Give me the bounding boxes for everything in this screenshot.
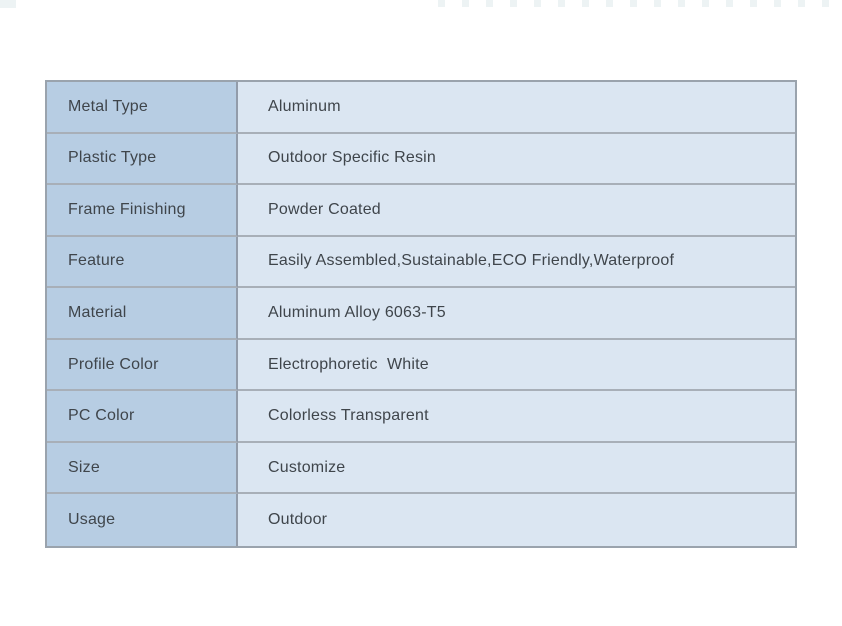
spec-value-metal-type: Aluminum [238, 82, 795, 134]
top-left-artifact [0, 0, 16, 8]
spec-label-size: Size [47, 443, 238, 495]
spec-value-frame-finishing: Powder Coated [238, 185, 795, 237]
spec-value-feature: Easily Assembled,Sustainable,ECO Friendly,Waterproof [238, 237, 795, 289]
spec-value-material: Aluminum Alloy 6063-T5 [238, 288, 795, 340]
spec-label-feature: Feature [47, 237, 238, 289]
spec-label-plastic-type: Plastic Type [47, 134, 238, 186]
spec-value-profile-color: Electrophoretic White [238, 340, 795, 392]
spec-value-size: Customize [238, 443, 795, 495]
spec-label-profile-color: Profile Color [47, 340, 238, 392]
spec-label-usage: Usage [47, 494, 238, 546]
spec-value-pc-color: Colorless Transparent [238, 391, 795, 443]
spec-value-plastic-type: Outdoor Specific Resin [238, 134, 795, 186]
top-dashed-artifact [438, 0, 842, 7]
spec-label-metal-type: Metal Type [47, 82, 238, 134]
spec-label-frame-finishing: Frame Finishing [47, 185, 238, 237]
spec-label-material: Material [47, 288, 238, 340]
product-spec-table [45, 80, 797, 548]
spec-value-usage: Outdoor [238, 494, 795, 546]
spec-label-pc-color: PC Color [47, 391, 238, 443]
